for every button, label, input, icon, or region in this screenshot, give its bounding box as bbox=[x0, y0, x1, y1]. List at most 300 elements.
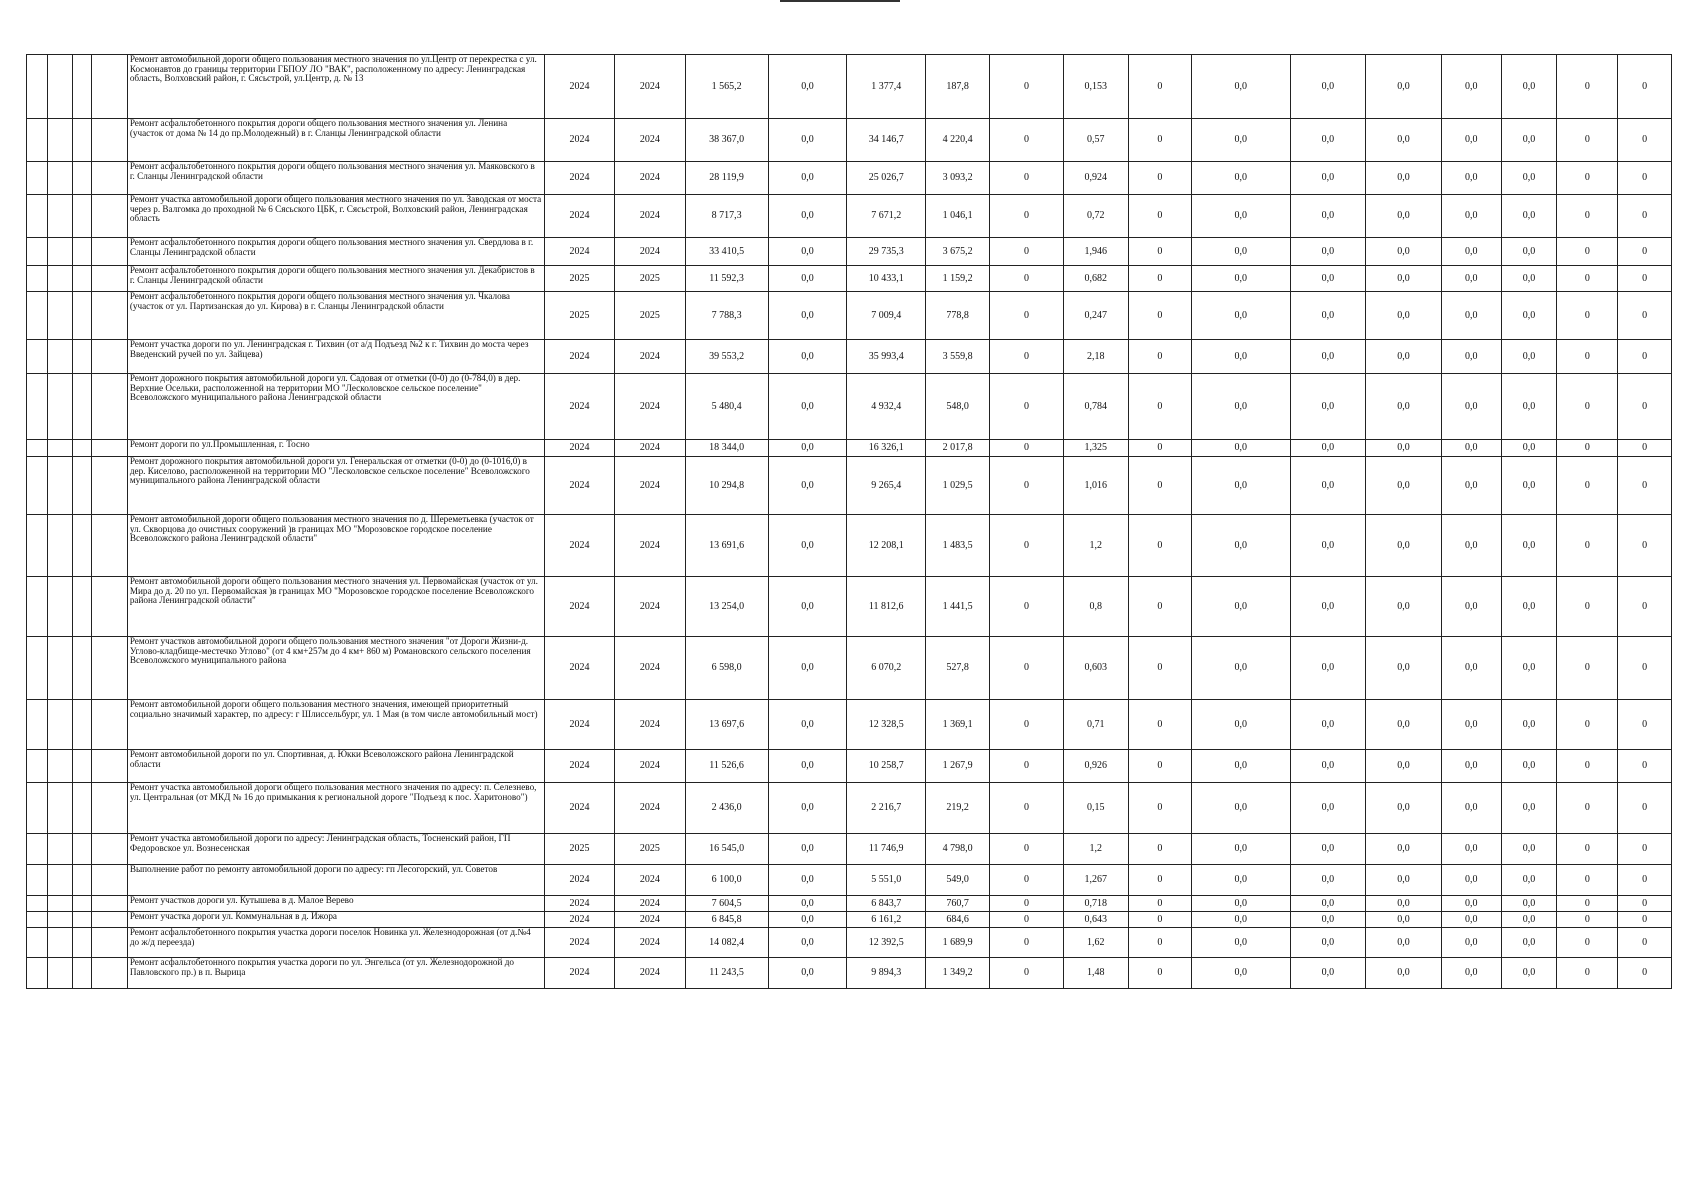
value-cell: 6 070,2 bbox=[847, 637, 926, 700]
value-cell: 0 bbox=[990, 55, 1064, 119]
value-cell: 0 bbox=[1618, 834, 1672, 865]
value-cell: 0 bbox=[1128, 457, 1191, 515]
blank-cell bbox=[48, 440, 73, 457]
value-cell: 0,0 bbox=[1191, 637, 1290, 700]
value-cell: 0,0 bbox=[1441, 834, 1501, 865]
value-cell: 0 bbox=[990, 958, 1064, 989]
value-cell: 1,267 bbox=[1063, 865, 1128, 896]
blank-cell bbox=[92, 750, 128, 783]
blank-cell bbox=[27, 119, 48, 162]
value-cell: 0,0 bbox=[1191, 896, 1290, 912]
table-row bbox=[27, 266, 1672, 292]
value-cell: 2024 bbox=[615, 340, 685, 374]
value-cell: 0,247 bbox=[1063, 292, 1128, 340]
blank-cell bbox=[27, 637, 48, 700]
value-cell: 2024 bbox=[544, 162, 614, 195]
blank-cell bbox=[73, 750, 92, 783]
value-cell: 0 bbox=[990, 912, 1064, 928]
value-cell: 2024 bbox=[615, 750, 685, 783]
blank-cell bbox=[27, 292, 48, 340]
value-cell: 2024 bbox=[544, 374, 614, 440]
value-cell: 0,0 bbox=[1290, 55, 1366, 119]
value-cell: 0,71 bbox=[1063, 700, 1128, 750]
value-cell: 0 bbox=[990, 637, 1064, 700]
value-cell: 0 bbox=[1128, 865, 1191, 896]
description-cell: Ремонт участка дороги по ул. Ленинградская г. Тихвин (от а/д Подъезд №2 к г. Тихвин до моста через Введенский ручей по ул. Зайцева) bbox=[127, 340, 544, 374]
document-sheet bbox=[26, 54, 1672, 989]
value-cell: 0 bbox=[1128, 238, 1191, 266]
value-cell: 0,0 bbox=[1191, 266, 1290, 292]
table-row bbox=[27, 700, 1672, 750]
value-cell: 0,0 bbox=[1441, 266, 1501, 292]
blank-cell bbox=[27, 55, 48, 119]
value-cell: 2024 bbox=[544, 195, 614, 238]
blank-cell bbox=[27, 700, 48, 750]
value-cell: 2024 bbox=[615, 700, 685, 750]
value-cell: 0,0 bbox=[1441, 577, 1501, 637]
value-cell: 0,0 bbox=[1290, 195, 1366, 238]
value-cell: 1 565,2 bbox=[685, 55, 768, 119]
table-row bbox=[27, 958, 1672, 989]
value-cell: 4 220,4 bbox=[926, 119, 990, 162]
blank-cell bbox=[73, 457, 92, 515]
value-cell: 0,0 bbox=[1290, 374, 1366, 440]
value-cell: 1 349,2 bbox=[926, 958, 990, 989]
value-cell: 0,0 bbox=[1191, 750, 1290, 783]
value-cell: 0 bbox=[1557, 340, 1618, 374]
description-cell: Ремонт участка дороги ул. Коммунальная в д. Ижора bbox=[127, 912, 544, 928]
value-cell: 0,0 bbox=[1441, 637, 1501, 700]
value-cell: 0 bbox=[1618, 912, 1672, 928]
value-cell: 2024 bbox=[615, 515, 685, 577]
value-cell: 2025 bbox=[544, 266, 614, 292]
blank-cell bbox=[73, 783, 92, 834]
blank-cell bbox=[48, 928, 73, 958]
value-cell: 0 bbox=[1557, 195, 1618, 238]
value-cell: 0,718 bbox=[1063, 896, 1128, 912]
value-cell: 1,2 bbox=[1063, 515, 1128, 577]
value-cell: 0,0 bbox=[768, 119, 847, 162]
value-cell: 0,0 bbox=[1290, 750, 1366, 783]
value-cell: 0,0 bbox=[1366, 238, 1442, 266]
description-cell: Ремонт автомобильной дороги общего пользования местного значения по ул.Центр от перекрестка с ул. Космонавтов до границы территории ГБПОУ ЛО "ВАК", расположенному по адресу: Ленинградская область, Волховский район, г. Сясьстрой, ул.Центр, д. № 13 bbox=[127, 55, 544, 119]
blank-cell bbox=[48, 266, 73, 292]
value-cell: 2024 bbox=[544, 55, 614, 119]
value-cell: 16 545,0 bbox=[685, 834, 768, 865]
value-cell: 0,0 bbox=[1501, 896, 1557, 912]
value-cell: 2024 bbox=[615, 440, 685, 457]
value-cell: 12 392,5 bbox=[847, 928, 926, 958]
value-cell: 0 bbox=[1618, 896, 1672, 912]
value-cell: 2024 bbox=[544, 783, 614, 834]
value-cell: 1 483,5 bbox=[926, 515, 990, 577]
table-row bbox=[27, 834, 1672, 865]
blank-cell bbox=[27, 515, 48, 577]
description-cell: Ремонт асфальтобетонного покрытия участка дороги поселок Новинка ул. Железнодорожная (от д.№4 до ж/д переезда) bbox=[127, 928, 544, 958]
value-cell: 0,0 bbox=[768, 238, 847, 266]
value-cell: 0,0 bbox=[1441, 162, 1501, 195]
blank-cell bbox=[48, 119, 73, 162]
value-cell: 0,0 bbox=[1366, 340, 1442, 374]
value-cell: 0,0 bbox=[1366, 700, 1442, 750]
value-cell: 0,0 bbox=[1191, 195, 1290, 238]
value-cell: 0,0 bbox=[1441, 457, 1501, 515]
value-cell: 2024 bbox=[615, 896, 685, 912]
value-cell: 0,0 bbox=[1501, 440, 1557, 457]
value-cell: 1,016 bbox=[1063, 457, 1128, 515]
value-cell: 0 bbox=[1618, 928, 1672, 958]
value-cell: 0,603 bbox=[1063, 637, 1128, 700]
value-cell: 0,0 bbox=[1191, 912, 1290, 928]
blank-cell bbox=[48, 195, 73, 238]
value-cell: 35 993,4 bbox=[847, 340, 926, 374]
value-cell: 0,0 bbox=[1290, 834, 1366, 865]
value-cell: 2 017,8 bbox=[926, 440, 990, 457]
value-cell: 0 bbox=[990, 896, 1064, 912]
blank-cell bbox=[92, 119, 128, 162]
description-cell: Ремонт автомобильной дороги общего пользования местного значения по д. Шереметьевка (участок от ул. Скворцова до очистных сооружений )в границах МО "Морозовское городское поселение Всеволожского района Ленинградской области" bbox=[127, 515, 544, 577]
value-cell: 2024 bbox=[544, 238, 614, 266]
blank-cell bbox=[73, 928, 92, 958]
value-cell: 0 bbox=[1128, 340, 1191, 374]
blank-cell bbox=[73, 700, 92, 750]
value-cell: 0,0 bbox=[768, 457, 847, 515]
value-cell: 0,0 bbox=[1441, 750, 1501, 783]
value-cell: 0,0 bbox=[1441, 700, 1501, 750]
value-cell: 0,0 bbox=[1501, 577, 1557, 637]
value-cell: 0 bbox=[990, 700, 1064, 750]
value-cell: 1,48 bbox=[1063, 958, 1128, 989]
table-row bbox=[27, 750, 1672, 783]
value-cell: 2024 bbox=[615, 577, 685, 637]
value-cell: 0,0 bbox=[1290, 266, 1366, 292]
value-cell: 0 bbox=[1557, 292, 1618, 340]
value-cell: 0,0 bbox=[1441, 896, 1501, 912]
description-cell: Ремонт асфальтобетонного покрытия дороги общего пользования местного значения ул. Ленина (участок от дома № 14 до пр.Молодежный) в г. Сланцы Ленинградской области bbox=[127, 119, 544, 162]
blank-cell bbox=[48, 162, 73, 195]
blank-cell bbox=[92, 577, 128, 637]
value-cell: 1 689,9 bbox=[926, 928, 990, 958]
blank-cell bbox=[92, 162, 128, 195]
value-cell: 12 328,5 bbox=[847, 700, 926, 750]
description-cell: Ремонт асфальтобетонного покрытия участка дороги по ул. Энгельса (от ул. Железнодорожной до Павловского пр.) в п. Вырица bbox=[127, 958, 544, 989]
blank-cell bbox=[48, 783, 73, 834]
value-cell: 0 bbox=[1128, 515, 1191, 577]
value-cell: 0 bbox=[1618, 700, 1672, 750]
description-cell: Ремонт дорожного покрытия автомобильной дороги ул. Садовая от отметки (0-0) до (0-784,0) в дер. Верхние Осельки, расположенной на территории МО "Лесколовское сельское поселение" Всеволожского муниципального района Ленинградской области bbox=[127, 374, 544, 440]
value-cell: 0,0 bbox=[1501, 834, 1557, 865]
value-cell: 0,0 bbox=[768, 750, 847, 783]
value-cell: 0 bbox=[1618, 374, 1672, 440]
value-cell: 0 bbox=[990, 292, 1064, 340]
blank-cell bbox=[27, 958, 48, 989]
value-cell: 2024 bbox=[544, 750, 614, 783]
value-cell: 0,0 bbox=[768, 515, 847, 577]
value-cell: 0,15 bbox=[1063, 783, 1128, 834]
blank-cell bbox=[73, 238, 92, 266]
value-cell: 0,0 bbox=[1191, 834, 1290, 865]
value-cell: 0,8 bbox=[1063, 577, 1128, 637]
value-cell: 0,0 bbox=[1501, 928, 1557, 958]
blank-cell bbox=[48, 912, 73, 928]
value-cell: 0,0 bbox=[1441, 238, 1501, 266]
value-cell: 0,0 bbox=[1441, 292, 1501, 340]
blank-cell bbox=[27, 912, 48, 928]
blank-cell bbox=[92, 340, 128, 374]
blank-cell bbox=[48, 958, 73, 989]
value-cell: 0,0 bbox=[1191, 55, 1290, 119]
value-cell: 1,62 bbox=[1063, 928, 1128, 958]
value-cell: 0 bbox=[990, 238, 1064, 266]
value-cell: 0,0 bbox=[1191, 783, 1290, 834]
description-cell: Ремонт асфальтобетонного покрытия дороги общего пользования местного значения ул. Маяковского в г. Сланцы Ленинградской области bbox=[127, 162, 544, 195]
blank-cell bbox=[27, 266, 48, 292]
value-cell: 0,0 bbox=[1501, 515, 1557, 577]
blank-cell bbox=[48, 457, 73, 515]
blank-cell bbox=[73, 912, 92, 928]
value-cell: 0,643 bbox=[1063, 912, 1128, 928]
value-cell: 0,0 bbox=[768, 896, 847, 912]
value-cell: 0,0 bbox=[768, 340, 847, 374]
value-cell: 549,0 bbox=[926, 865, 990, 896]
value-cell: 6 843,7 bbox=[847, 896, 926, 912]
value-cell: 2025 bbox=[615, 266, 685, 292]
table-row bbox=[27, 162, 1672, 195]
value-cell: 2024 bbox=[544, 896, 614, 912]
value-cell: 5 551,0 bbox=[847, 865, 926, 896]
value-cell: 12 208,1 bbox=[847, 515, 926, 577]
value-cell: 0,0 bbox=[1290, 440, 1366, 457]
value-cell: 0,926 bbox=[1063, 750, 1128, 783]
value-cell: 0 bbox=[1618, 515, 1672, 577]
value-cell: 778,8 bbox=[926, 292, 990, 340]
blank-cell bbox=[48, 374, 73, 440]
blank-cell bbox=[73, 958, 92, 989]
value-cell: 13 697,6 bbox=[685, 700, 768, 750]
value-cell: 0 bbox=[1557, 440, 1618, 457]
value-cell: 0,0 bbox=[1290, 119, 1366, 162]
value-cell: 0 bbox=[1128, 700, 1191, 750]
value-cell: 9 265,4 bbox=[847, 457, 926, 515]
value-cell: 0 bbox=[990, 515, 1064, 577]
blank-cell bbox=[27, 783, 48, 834]
value-cell: 0,0 bbox=[1366, 162, 1442, 195]
value-cell: 0,0 bbox=[1366, 783, 1442, 834]
value-cell: 548,0 bbox=[926, 374, 990, 440]
value-cell: 0,0 bbox=[1191, 340, 1290, 374]
value-cell: 0 bbox=[1618, 865, 1672, 896]
value-cell: 2024 bbox=[544, 700, 614, 750]
value-cell: 0,0 bbox=[1366, 266, 1442, 292]
value-cell: 0,0 bbox=[1366, 912, 1442, 928]
value-cell: 0 bbox=[1557, 896, 1618, 912]
value-cell: 0,0 bbox=[1441, 55, 1501, 119]
table-row bbox=[27, 783, 1672, 834]
value-cell: 0 bbox=[990, 928, 1064, 958]
value-cell: 7 788,3 bbox=[685, 292, 768, 340]
value-cell: 0,0 bbox=[1191, 162, 1290, 195]
value-cell: 0,0 bbox=[1290, 162, 1366, 195]
blank-cell bbox=[73, 834, 92, 865]
description-cell: Ремонт участка автомобильной дороги по адресу: Ленинградская область, Тосненский район, ГП Федоровское ул. Вознесенская bbox=[127, 834, 544, 865]
value-cell: 1 369,1 bbox=[926, 700, 990, 750]
value-cell: 0,0 bbox=[1501, 374, 1557, 440]
value-cell: 2024 bbox=[615, 958, 685, 989]
value-cell: 7 671,2 bbox=[847, 195, 926, 238]
value-cell: 0 bbox=[1557, 515, 1618, 577]
value-cell: 0,0 bbox=[768, 292, 847, 340]
blank-cell bbox=[92, 292, 128, 340]
blank-cell bbox=[92, 238, 128, 266]
value-cell: 2024 bbox=[544, 440, 614, 457]
value-cell: 0 bbox=[1618, 750, 1672, 783]
table-row bbox=[27, 238, 1672, 266]
value-cell: 0 bbox=[1618, 457, 1672, 515]
blank-cell bbox=[48, 865, 73, 896]
table-row bbox=[27, 457, 1672, 515]
blank-cell bbox=[27, 340, 48, 374]
value-cell: 0,0 bbox=[1501, 457, 1557, 515]
value-cell: 9 894,3 bbox=[847, 958, 926, 989]
value-cell: 0,0 bbox=[1290, 700, 1366, 750]
value-cell: 0,924 bbox=[1063, 162, 1128, 195]
value-cell: 4 798,0 bbox=[926, 834, 990, 865]
value-cell: 0,0 bbox=[1290, 896, 1366, 912]
blank-cell bbox=[73, 374, 92, 440]
value-cell: 0 bbox=[990, 374, 1064, 440]
value-cell: 0 bbox=[1128, 928, 1191, 958]
value-cell: 2024 bbox=[615, 238, 685, 266]
value-cell: 0,0 bbox=[1441, 865, 1501, 896]
value-cell: 0,0 bbox=[1501, 637, 1557, 700]
value-cell: 13 691,6 bbox=[685, 515, 768, 577]
value-cell: 0 bbox=[990, 266, 1064, 292]
value-cell: 2024 bbox=[544, 457, 614, 515]
value-cell: 2024 bbox=[615, 928, 685, 958]
blank-cell bbox=[48, 292, 73, 340]
value-cell: 0 bbox=[1618, 637, 1672, 700]
value-cell: 0 bbox=[990, 750, 1064, 783]
value-cell: 0,0 bbox=[1366, 440, 1442, 457]
description-cell: Выполнение работ по ремонту автомобильной дороги по адресу: гп Лесогорский, ул. Советов bbox=[127, 865, 544, 896]
value-cell: 10 433,1 bbox=[847, 266, 926, 292]
blank-cell bbox=[73, 292, 92, 340]
value-cell: 0,0 bbox=[768, 958, 847, 989]
value-cell: 34 146,7 bbox=[847, 119, 926, 162]
value-cell: 0 bbox=[1128, 750, 1191, 783]
value-cell: 2025 bbox=[615, 834, 685, 865]
value-cell: 0 bbox=[1557, 119, 1618, 162]
table-row bbox=[27, 119, 1672, 162]
value-cell: 0 bbox=[990, 457, 1064, 515]
value-cell: 0,0 bbox=[1501, 162, 1557, 195]
description-cell: Ремонт участков дороги ул. Кутышева в д. Малое Верево bbox=[127, 896, 544, 912]
table-row bbox=[27, 912, 1672, 928]
blank-cell bbox=[73, 340, 92, 374]
table-row bbox=[27, 374, 1672, 440]
value-cell: 0,0 bbox=[1441, 374, 1501, 440]
value-cell: 2 436,0 bbox=[685, 783, 768, 834]
value-cell: 0 bbox=[1128, 896, 1191, 912]
value-cell: 0,0 bbox=[1366, 457, 1442, 515]
value-cell: 0 bbox=[1557, 928, 1618, 958]
blank-cell bbox=[92, 958, 128, 989]
value-cell: 0,57 bbox=[1063, 119, 1128, 162]
value-cell: 13 254,0 bbox=[685, 577, 768, 637]
description-cell: Ремонт участков автомобильной дороги общего пользования местного значения "от Дороги Жизни-д. Углово-кладбище-местечко Углово" (от 4 км+257м до 4 км+ 860 м) Романовского сельского поселения Всеволожского муниципального района bbox=[127, 637, 544, 700]
value-cell: 0,0 bbox=[1290, 928, 1366, 958]
value-cell: 1 267,9 bbox=[926, 750, 990, 783]
blank-cell bbox=[73, 266, 92, 292]
value-cell: 28 119,9 bbox=[685, 162, 768, 195]
value-cell: 0,0 bbox=[1441, 340, 1501, 374]
blank-cell bbox=[27, 865, 48, 896]
value-cell: 0 bbox=[1128, 834, 1191, 865]
value-cell: 2024 bbox=[615, 55, 685, 119]
value-cell: 0 bbox=[1128, 637, 1191, 700]
value-cell: 0 bbox=[1618, 783, 1672, 834]
blank-cell bbox=[92, 928, 128, 958]
blank-cell bbox=[92, 700, 128, 750]
value-cell: 7 604,5 bbox=[685, 896, 768, 912]
value-cell: 39 553,2 bbox=[685, 340, 768, 374]
value-cell: 0,0 bbox=[1366, 958, 1442, 989]
value-cell: 11 243,5 bbox=[685, 958, 768, 989]
value-cell: 0,0 bbox=[1290, 865, 1366, 896]
value-cell: 2024 bbox=[615, 637, 685, 700]
value-cell: 0 bbox=[1128, 374, 1191, 440]
value-cell: 0,0 bbox=[1290, 238, 1366, 266]
value-cell: 16 326,1 bbox=[847, 440, 926, 457]
value-cell: 0,0 bbox=[1366, 515, 1442, 577]
value-cell: 0,0 bbox=[1290, 912, 1366, 928]
value-cell: 0 bbox=[1557, 577, 1618, 637]
value-cell: 0,0 bbox=[768, 162, 847, 195]
value-cell: 6 161,2 bbox=[847, 912, 926, 928]
value-cell: 2025 bbox=[544, 834, 614, 865]
value-cell: 0 bbox=[990, 440, 1064, 457]
value-cell: 0 bbox=[1557, 238, 1618, 266]
value-cell: 0 bbox=[1128, 119, 1191, 162]
value-cell: 1,325 bbox=[1063, 440, 1128, 457]
value-cell: 8 717,3 bbox=[685, 195, 768, 238]
blank-cell bbox=[48, 515, 73, 577]
value-cell: 2024 bbox=[544, 958, 614, 989]
value-cell: 0 bbox=[1618, 440, 1672, 457]
value-cell: 2024 bbox=[615, 912, 685, 928]
value-cell: 0,0 bbox=[1290, 292, 1366, 340]
value-cell: 0 bbox=[1618, 577, 1672, 637]
table-body bbox=[27, 55, 1672, 989]
value-cell: 0 bbox=[1618, 162, 1672, 195]
blank-cell bbox=[27, 195, 48, 238]
value-cell: 0,0 bbox=[1191, 238, 1290, 266]
top-scan-mark-left bbox=[780, 0, 900, 2]
value-cell: 0 bbox=[1128, 55, 1191, 119]
blank-cell bbox=[27, 928, 48, 958]
value-cell: 0,0 bbox=[1501, 783, 1557, 834]
value-cell: 0,0 bbox=[1366, 896, 1442, 912]
value-cell: 0,0 bbox=[1366, 834, 1442, 865]
value-cell: 0 bbox=[1128, 162, 1191, 195]
blank-cell bbox=[27, 457, 48, 515]
value-cell: 2025 bbox=[544, 292, 614, 340]
value-cell: 0,0 bbox=[1441, 958, 1501, 989]
value-cell: 0,0 bbox=[1501, 119, 1557, 162]
value-cell: 0,0 bbox=[1290, 783, 1366, 834]
blank-cell bbox=[48, 238, 73, 266]
value-cell: 0,153 bbox=[1063, 55, 1128, 119]
